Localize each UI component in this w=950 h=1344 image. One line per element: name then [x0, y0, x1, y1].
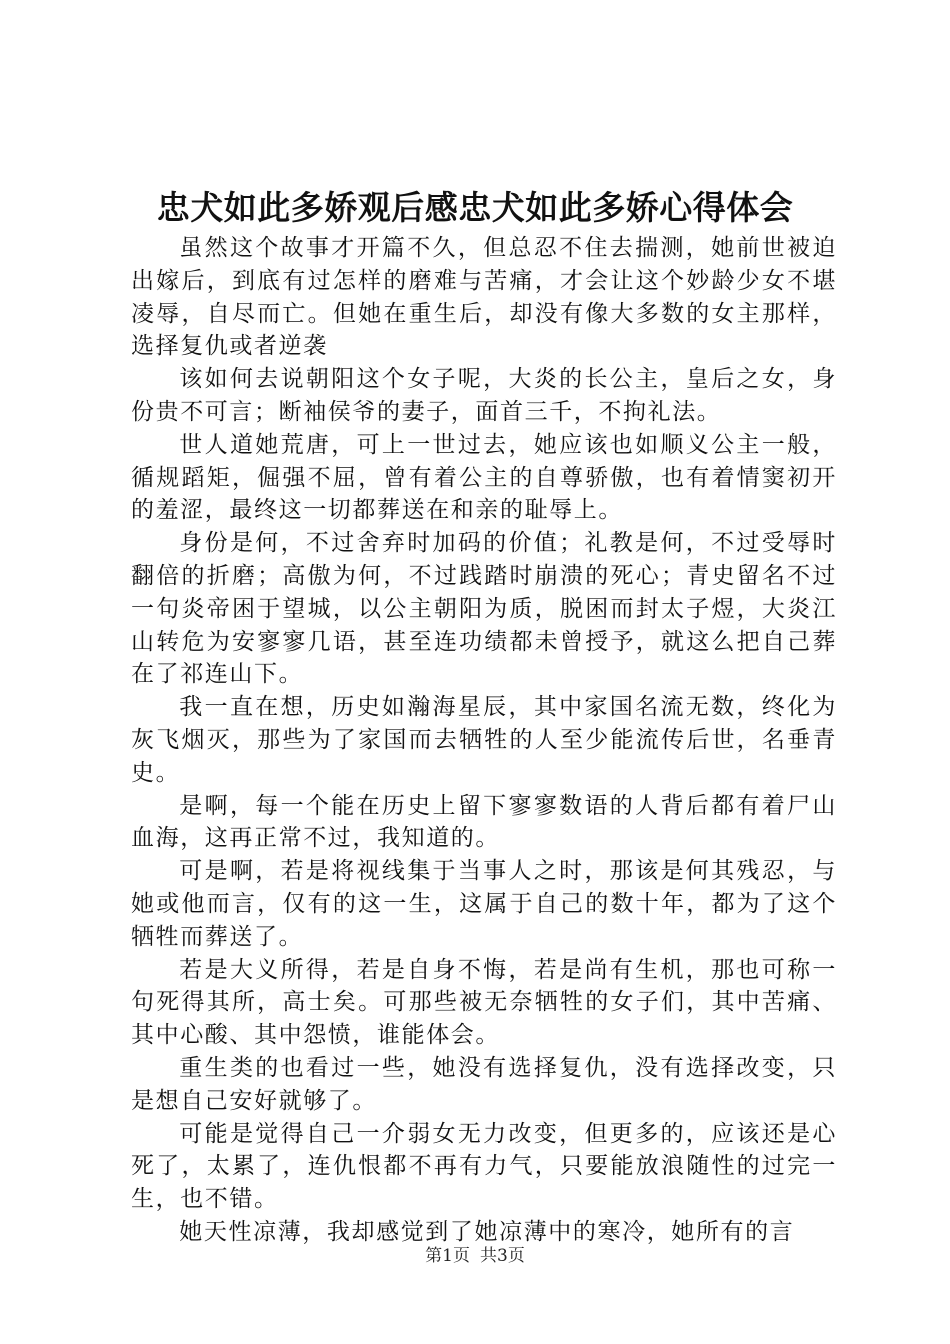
paragraph-7: 可是啊，若是将视线集于当事人之时，那该是何其残忍，与她或他而言，仅有的这一生，这属于自己的数十年，都为了这个牺牲而葬送了。 — [131, 858, 837, 950]
paragraph-1: 虽然这个故事才开篇不久，但总忍不住去揣测，她前世被迫出嫁后，到底有过怎样的磨难与苦痛，才会让这个妙龄少女不堪凌辱，自尽而亡。但她在重生后，却没有像大多数的女主那样，选择复仇或者逆袭 — [131, 235, 837, 360]
paragraph-5: 我一直在想，历史如瀚海星辰，其中家国名流无数，终化为灰飞烟灭，那些为了家国而去牺牲的人至少能流传后世，名垂青史。 — [131, 694, 837, 786]
document-title: 忠犬如此多娇观后感忠犬如此多娇心得体会 — [156, 188, 794, 227]
paragraph-9: 重生类的也看过一些，她没有选择复仇，没有选择改变，只是想自己安好就够了。 — [131, 1054, 837, 1114]
paragraph-6: 是啊，每一个能在历史上留下寥寥数语的人背后都有着尸山血海，这再正常不过，我知道的。 — [131, 792, 837, 852]
paragraph-10: 可能是觉得自己一介弱女无力改变，但更多的，应该还是心死了，太累了，连仇恨都不再有力气，只要能放浪随性的过完一生，也不错。 — [131, 1120, 837, 1213]
paragraph-4: 身份是何，不过舍弃时加码的价值；礼教是何，不过受辱时翻倍的折磨；高傲为何，不过践踏时崩溃的死心；青史留名不过一句炎帝困于望城，以公主朝阳为质，脱困而封太子煜，大炎江山转危为安寥寥几语，甚至连功绩都未曾授予，就这么把自己葬在了祁连山下。 — [131, 530, 837, 688]
paragraph-8: 若是大义所得，若是自身不悔，若是尚有生机，那也可称一句死得其所，高士矣。可那些被无奈牺牲的女子们，其中苦痛、其中心酸、其中怨愤，谁能体会。 — [131, 956, 837, 1049]
paragraph-3: 世人道她荒唐，可上一世过去，她应该也如顺义公主一般，循规蹈矩，倔强不屈，曾有着公主的自尊骄傲，也有着情窦初开的羞涩，最终这一切都葬送在和亲的耻辱上。 — [131, 431, 837, 524]
paragraph-11: 她天性凉薄，我却感觉到了她凉薄中的寒冷，她所有的言 — [179, 1218, 795, 1245]
page-number: 第1页 — [425, 1246, 470, 1266]
page-total: 共3页 — [480, 1246, 525, 1266]
paragraph-2: 该如何去说朝阳这个女子呢，大炎的长公主，皇后之女，身份贵不可言；断袖侯爷的妻子，面首三千，不拘礼法。 — [131, 366, 837, 425]
document-body — [131, 232, 837, 1249]
page-footer — [0, 1245, 950, 1267]
